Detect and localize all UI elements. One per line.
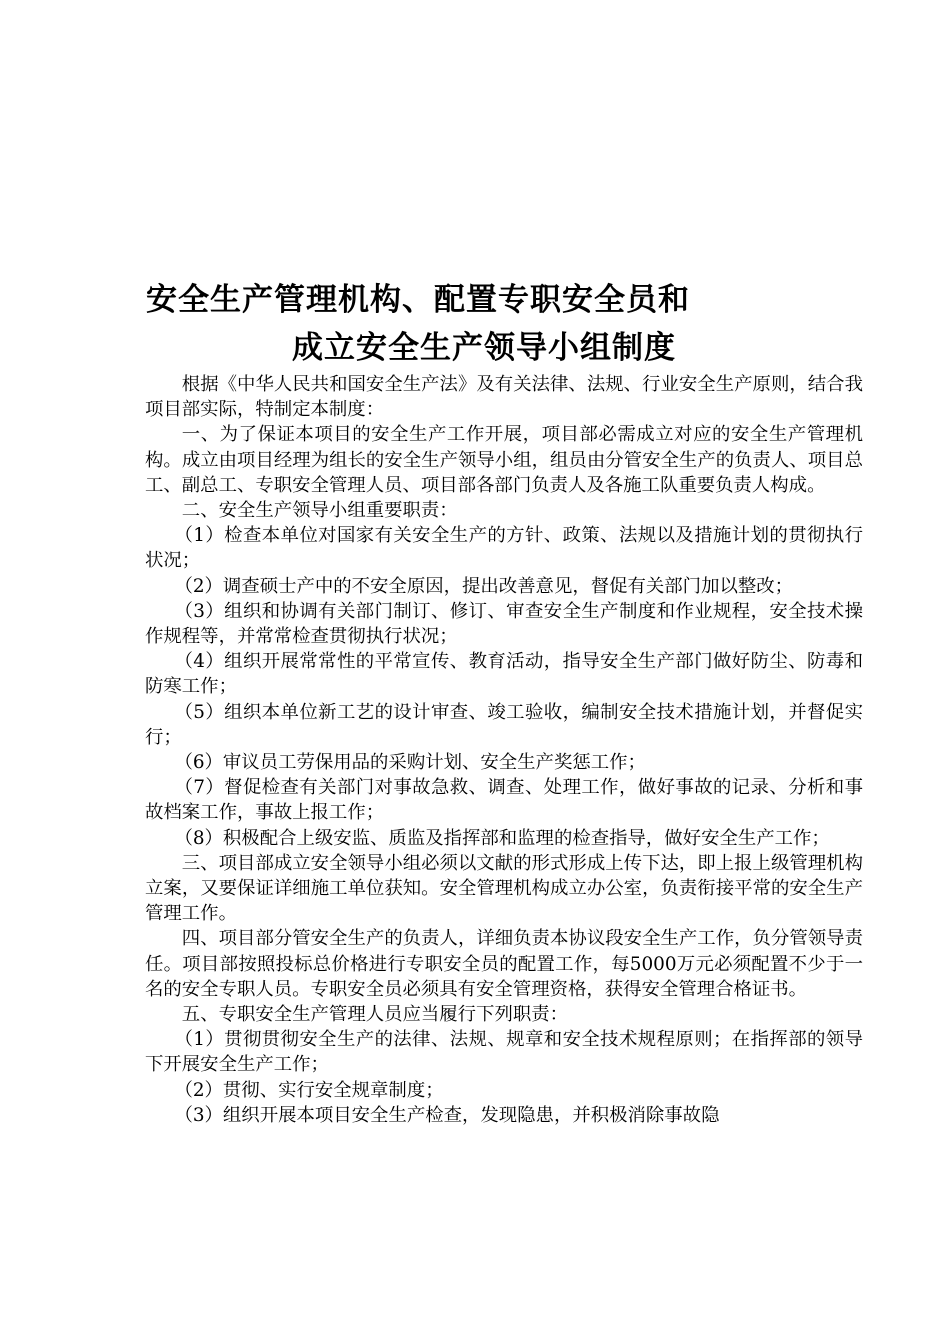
body-list-item: （5）组织本单位新工艺的设计审查、竣工验收，编制安全技术措施计划，并督促实行；: [145, 701, 863, 748]
body-list-item: （4）组织开展常常性的平常宣传、教育活动，指导安全生产部门做好防尘、防毒和防寒工作；: [145, 651, 863, 698]
body-paragraph: 一、为了保证本项目的安全生产工作开展，项目部必需成立对应的安全生产管理机构。成立由项目经理为组长的安全生产领导小组，组员由分管安全生产的负责人、项目总工、副总工、专职安全管理人员、项目部各部门负责人及各施工队重要负责人构成。: [145, 424, 863, 496]
body-list-item: （3）组织开展本项目安全生产检查，发现隐患，并积极消除事故隐: [174, 1104, 720, 1126]
body-list-item: （1）检查本单位对国家有关安全生产的方针、政策、法规以及措施计划的贯彻执行状况；: [145, 525, 863, 572]
body-paragraph: 四、项目部分管安全生产的负责人，详细负责本协议段安全生产工作，负分管领导责任。项目部按照投标总价格进行专职安全员的配置工作，每5000万元必须配置不少于一名的安全专职人员。专职安全员必须具有安全管理资格，获得安全管理合格证书。: [145, 928, 863, 1000]
body-list-item: （6）审议员工劳保用品的采购计划、安全生产奖惩工作；: [174, 752, 646, 774]
body-paragraph: 二、安全生产领导小组重要职责：: [181, 500, 458, 522]
body-list-item: （8）积极配合上级安监、质监及指挥部和监理的检查指导，做好安全生产工作；: [174, 827, 830, 849]
body-paragraph: 三、项目部成立安全领导小组必须以文献的形式形成上传下达，即上报上级管理机构立案，又要保证详细施工单位获知。安全管理机构成立办公室，负责衔接平常的安全生产管理工作。: [145, 852, 863, 925]
body-list-item: （2）调查硕士产中的不安全原因，提出改善意见，督促有关部门加以整改；: [174, 575, 794, 597]
document-title-line-1: 安全生产管理机构、配置专职安全员和: [146, 282, 690, 318]
body-list-item: （1）贯彻贯彻安全生产的法律、法规、规章和安全技术规程原则；在指挥部的领导下开展安全生产工作；: [145, 1029, 863, 1076]
document-title-line-2: 成立安全生产领导小组制度: [292, 330, 676, 366]
body-list-item: （2）贯彻、实行安全规章制度；: [174, 1079, 444, 1101]
body-list-item: （7）督促检查有关部门对事故急救、调查、处理工作，做好事故的记录、分析和事故档案工作，事故上报工作；: [145, 777, 863, 824]
body-paragraph: 根据《中华人民共和国安全生产法》及有关法律、法规、行业安全生产原则，结合我项目部实际，特制定本制度：: [145, 374, 863, 421]
body-paragraph: 五、专职安全生产管理人员应当履行下列职责：: [181, 1004, 569, 1026]
document-body: [145, 372, 863, 1128]
body-list-item: （3）组织和协调有关部门制订、修订、审查安全生产制度和作业规程，安全技术操作规程等，并常常检查贯彻执行状况；: [145, 600, 863, 648]
